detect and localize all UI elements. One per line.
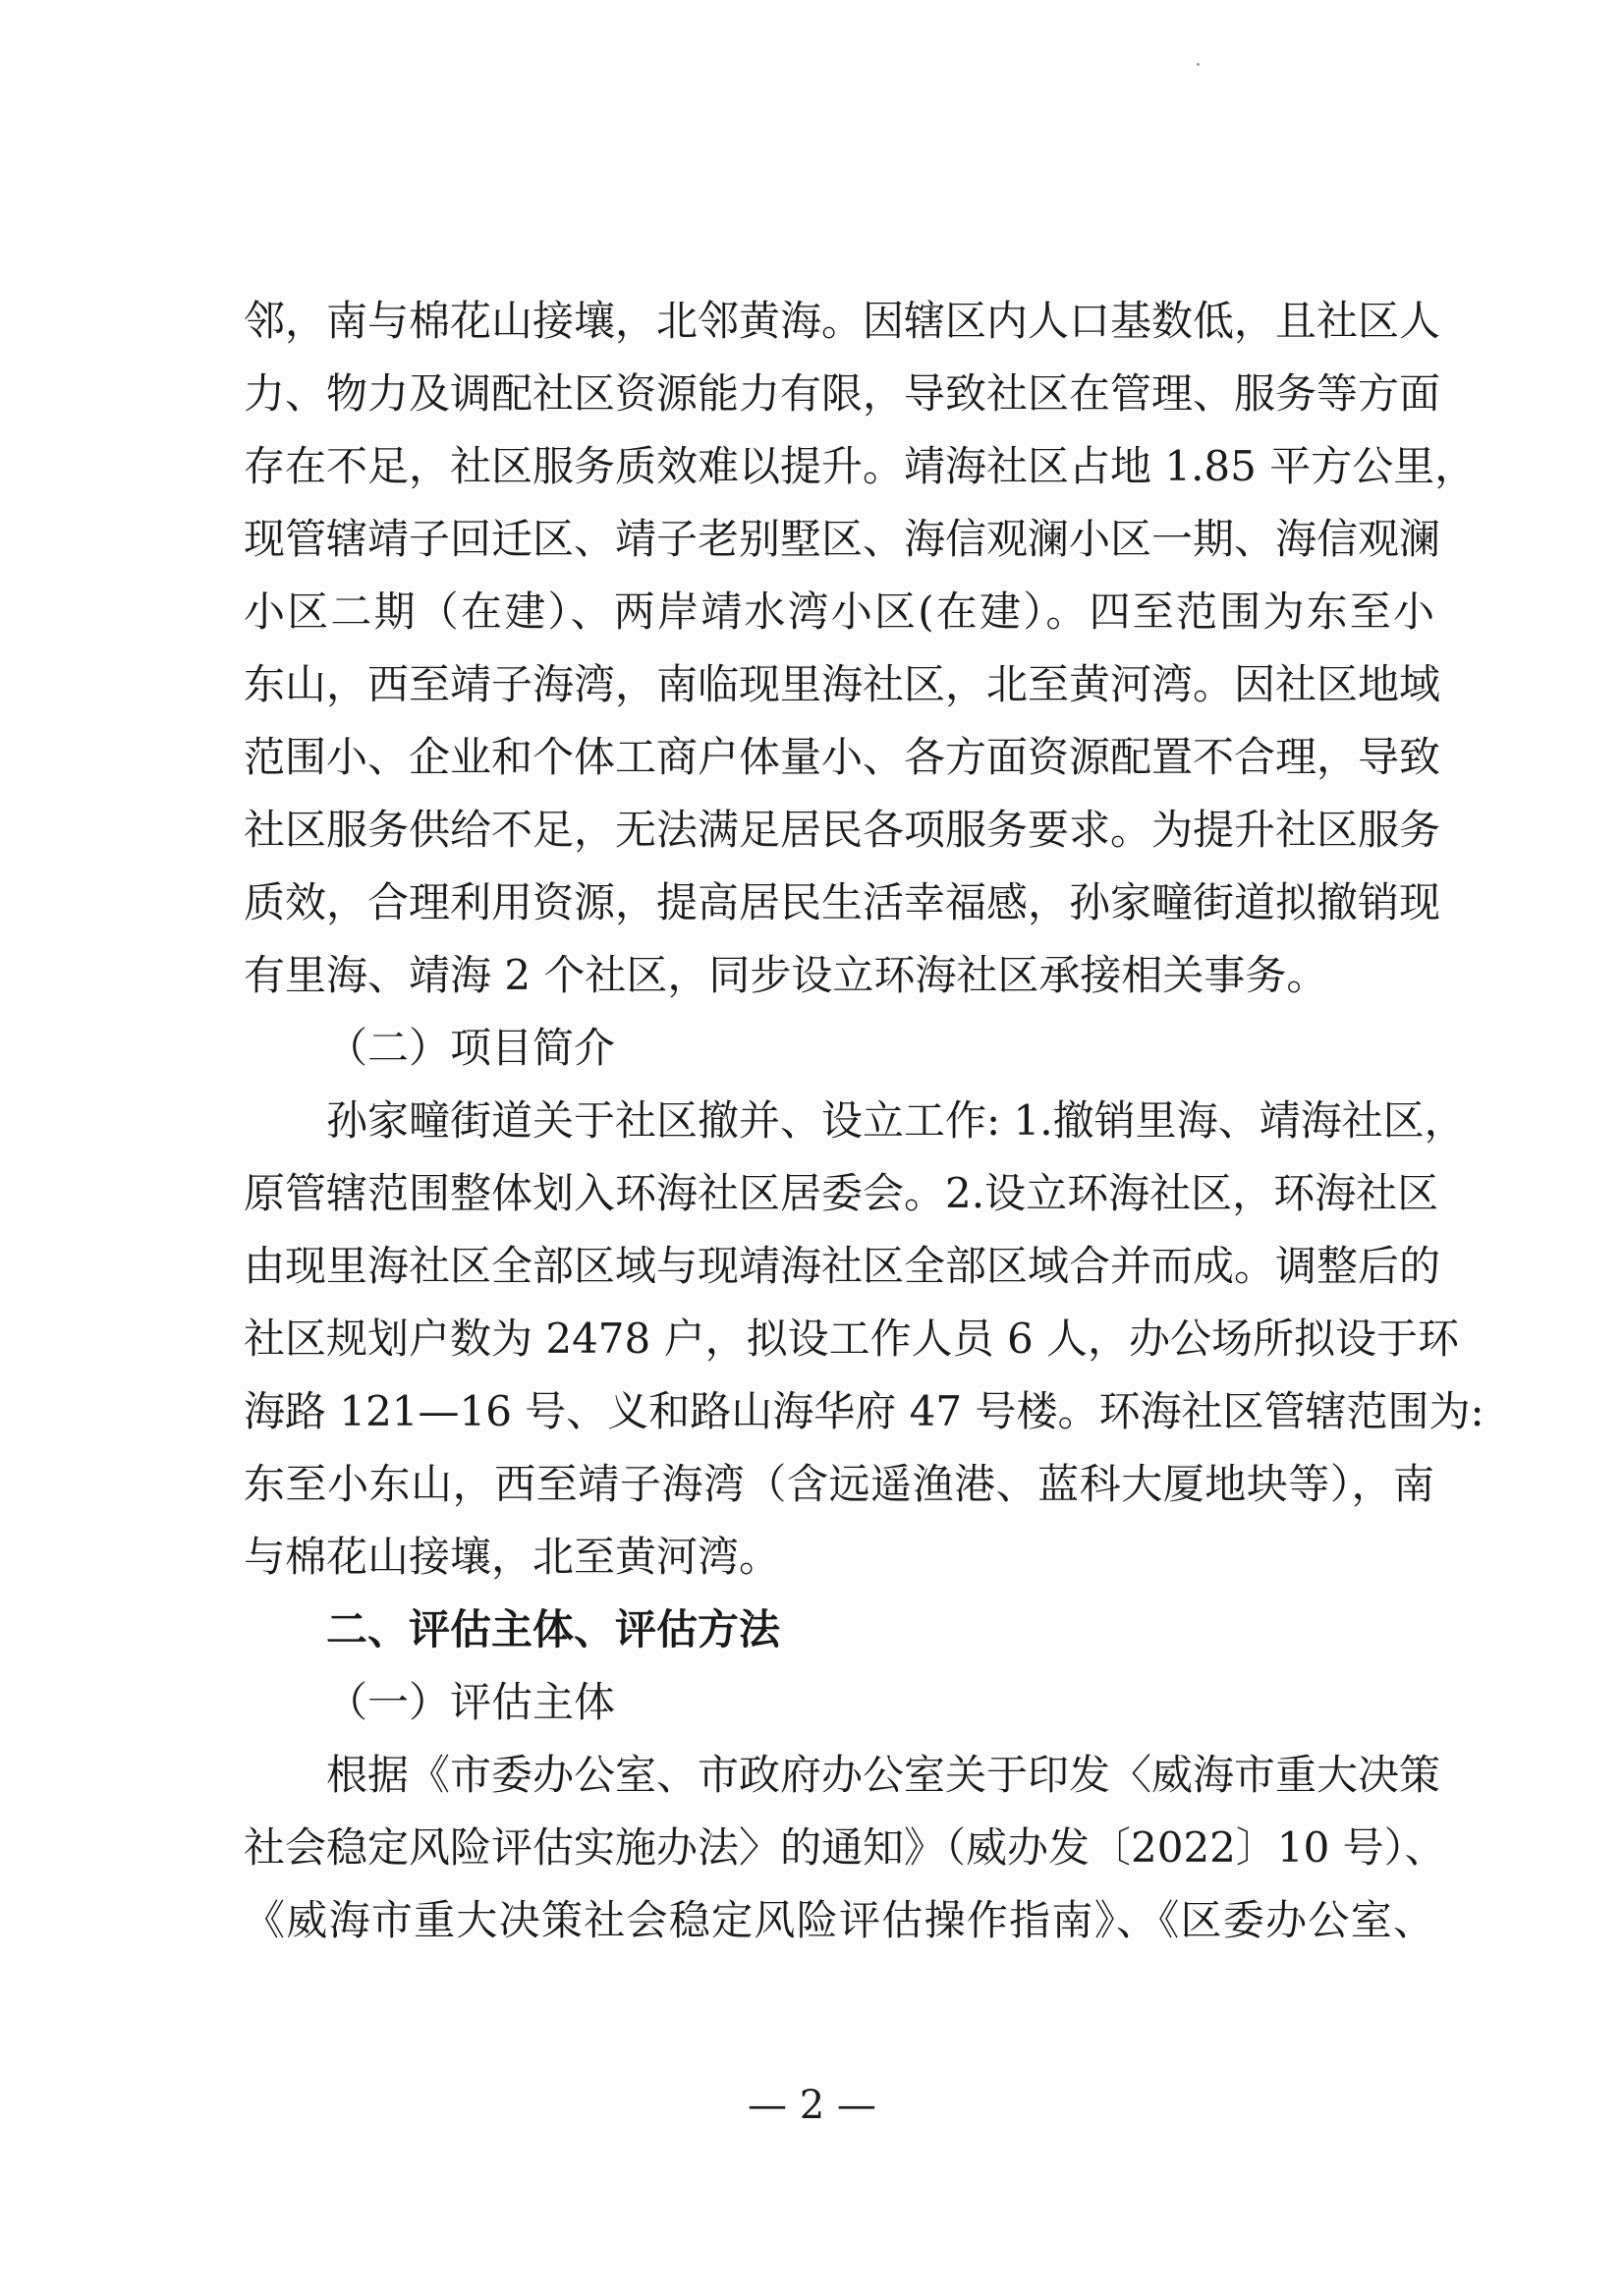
section-subheading-assessment-subject: （一）评估主体: [326, 1678, 616, 1726]
text-line: 东山，西至靖子海湾，南临现里海社区，北至黄河湾。因社区地域: [244, 660, 1441, 708]
scan-speck: [1197, 63, 1200, 66]
paragraph-3: [244, 1739, 1446, 1957]
text-line: 质效，合理利用资源，提高居民生活幸福感，孙家疃街道拟撤销现: [244, 878, 1441, 926]
text-line: 范围小、企业和个体工商户体量小、各方面资源配置不合理，导致: [244, 733, 1441, 781]
text-line: 现管辖靖子回迁区、靖子老别墅区、海信观澜小区一期、海信观澜: [244, 515, 1441, 563]
text-line: 存在不足，社区服务质效难以提升。靖海社区占地 1.85 平方公里，: [244, 442, 1477, 490]
section-subheading-project-intro: （二）项目简介: [326, 1024, 616, 1072]
text-line: 力、物力及调配社区资源能力有限，导致社区在管理、服务等方面: [244, 369, 1441, 418]
text-line: 小区二期（在建）、两岸靖水湾小区(在建）。四至范围为东至小: [244, 588, 1434, 636]
text-line: 海路 121—16 号、义和路山海华府 47 号楼。环海社区管辖范围为:: [244, 1387, 1484, 1435]
section-heading-assessment: 二、评估主体、评估方法: [326, 1605, 781, 1653]
paragraph-2: [244, 1085, 1484, 1594]
page-number: — 2 —: [748, 2083, 876, 2128]
text-line: 由现里海社区全部区域与现靖海社区全部区域合并而成。调整后的: [244, 1242, 1441, 1290]
paragraph-1: [244, 285, 1477, 1012]
text-line: 社区规划户数为 2478 户，拟设工作人员 6 人，办公场所拟设于环: [244, 1315, 1460, 1363]
text-line: 社会稳定风险评估实施办法〉的通知》（威办发〔2022〕10 号）、: [244, 1823, 1446, 1872]
document-body: [244, 285, 1484, 1957]
text-line: 社区服务供给不足，无法满足居民各项服务要求。为提升社区服务: [244, 806, 1441, 854]
text-line: 有里海、靖海 2 个社区，同步设立环海社区承接相关事务。: [244, 951, 1328, 999]
text-line: 孙家疃街道关于社区撤并、设立工作: 1.撤销里海、靖海社区，: [326, 1096, 1466, 1145]
text-line: 邻，南与棉花山接壤，北邻黄海。因辖区内人口基数低，且社区人: [244, 297, 1441, 345]
text-line: 根据《市委办公室、市政府办公室关于印发〈威海市重大决策: [326, 1751, 1441, 1799]
text-line: 原管辖范围整体划入环海社区居委会。2.设立环海社区，环海社区: [244, 1169, 1439, 1217]
text-line: 东至小东山，西至靖子海湾（含远遥渔港、蓝科大厦地块等），南: [244, 1460, 1434, 1508]
text-line: 与棉花山接壤，北至黄河湾。: [244, 1533, 781, 1581]
text-line: 《威海市重大决策社会稳定风险评估操作指南》、《区委办公室、: [244, 1896, 1434, 1944]
